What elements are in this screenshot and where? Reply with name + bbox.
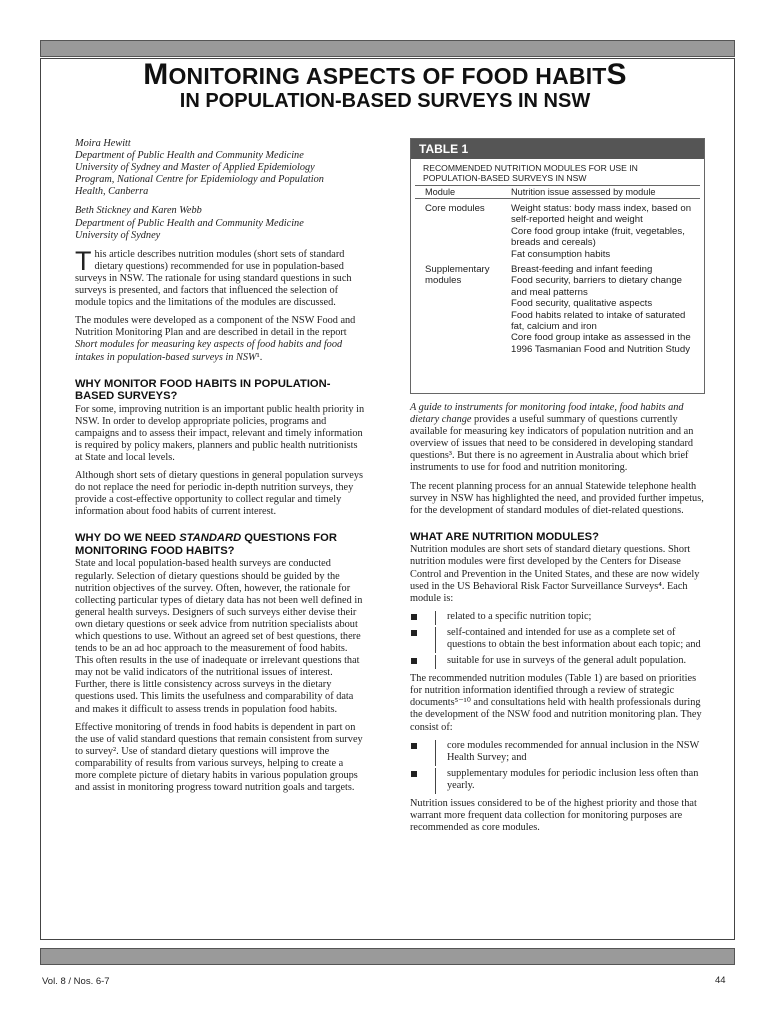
left-column	[75, 138, 365, 800]
list-item: self-contained and intended for use as a complete set of questions to obtain the best information about each topic; and	[410, 627, 705, 651]
page-number: 44	[715, 975, 726, 986]
table-cell-issues: Breast-feeding and infant feeding Food security, barriers to dietary change and meal patterns Food security, qualitative aspects Food habits related to intake of saturated fat, calcium and iron Core food group intake as assessed in the 1996 Tasmanian Food and Nutrition Study	[511, 264, 691, 355]
body-paragraph: Nutrition modules are short sets of standard dietary questions. Short nutrition modules were first developed by the Centers for Disease Control and Prevention in the United States, and these are now widely used in the US Behavioral Risk Factor Surveillance Surveys⁴. Each module is:	[410, 544, 700, 604]
body-paragraph: A guide to instruments for monitoring food intake, food habits and dietary change provides a useful summary of questions currently available for measuring key indicators of population nutrition and an overview of issues that need to be considered in developing standard questions³. But there is no agreement in Australia about which brief instruments to use for food and nutrition monitoring.	[410, 402, 694, 474]
table-col-issue: Nutrition issue assessed by module	[511, 187, 656, 197]
author-line: Moira Hewitt	[75, 138, 131, 149]
author-line: University of Sydney and Master of Applied Epidemiology	[75, 162, 315, 174]
right-column	[410, 402, 705, 840]
author-block-1	[75, 138, 365, 198]
table-label: TABLE 1	[411, 139, 704, 159]
section-heading: WHAT ARE NUTRITION MODULES?	[410, 530, 599, 543]
body-paragraph: The recommended nutrition modules (Table 1) are based on priorities for nutrition information identified through a review of strategic documents⁵⁻¹⁰ and consultations held with health professionals during the development of the NSW food and nutrition monitoring plan. They consist of:	[410, 673, 702, 733]
drop-cap: T	[75, 245, 92, 276]
table-row	[415, 203, 700, 260]
bullet-list	[410, 611, 705, 667]
table-cell-issues: Weight status: body mass index, based on self-reported height and weight Core food group intake (fruit, vegetables, breads and cereals) Fat consumption habits	[511, 203, 692, 260]
body-paragraph: Effective monitoring of trends in food habits is dependent in part on the use of valid standard questions that remain consistent from survey to survey². Use of standard dietary questions will improve the comparability of results from various surveys, helping to create a more complete picture of dietary habits in various population groups and assist in monitoring progress toward nutrition goals and targets.	[75, 721, 363, 794]
author-line: Beth Stickney and Karen Webb	[75, 205, 202, 217]
body-paragraph: Nutrition issues considered to be of the highest priority and those that warrant more frequent data collection for monitoring purposes are recommended as core modules.	[410, 798, 697, 834]
title-cap-m: M	[143, 58, 169, 91]
volume-label: Vol. 8 / Nos. 6-7	[42, 976, 110, 987]
footer-bar	[40, 948, 735, 965]
list-item: core modules recommended for annual inclusion in the NSW Health Survey; and	[410, 740, 705, 764]
list-item: supplementary modules for periodic inclusion less often than yearly.	[410, 768, 705, 792]
section-heading: WHY MONITOR FOOD HABITS IN POPULATION-BASED SURVEYS?	[75, 377, 331, 403]
list-item: related to a specific nutrition topic;	[410, 611, 705, 623]
table-cell-module: Core modules	[425, 203, 485, 214]
intro-paragraph-2: The modules were developed as a component of the NSW Food and Nutrition Monitoring Plan and are described in detail in the report Short modules for measuring key aspects of food habits and food intakes in population-based surveys in NSW¹.	[75, 315, 356, 363]
table-cell-module: Supplementary modules	[425, 264, 490, 287]
bullet-list	[410, 740, 705, 792]
author-line: University of Sydney	[75, 229, 161, 241]
title-line2: IN POPULATION-BASED SURVEYS IN NSW	[179, 90, 591, 112]
header-bar	[40, 40, 735, 57]
author-block-2	[75, 205, 365, 241]
body-paragraph: For some, improving nutrition is an important public health priority in NSW. In order to develop appropriate policies, programs and campaigns and to assess their impact, relevant and timely information is required by policy makers, planners and public health nutritionists at State and local levels.	[75, 403, 365, 463]
author-line: Health, Canberra	[75, 186, 149, 198]
author-line: Program, National Centre for Epidemiology and Population	[75, 174, 324, 186]
table-1	[410, 138, 705, 394]
body-paragraph: Although short sets of dietary questions in general population surveys do not replace the need for periodic in-depth nutrition surveys, they provide a cost-effective opportunity to collect regular and timely information about food habits of current interest.	[75, 470, 363, 518]
body-paragraph: The recent planning process for an annual Statewide telephone health survey in NSW has highlighted the need, and provided further impetus, for the development of standard modules of diet-related questions.	[410, 480, 704, 516]
intro-paragraph: This article describes nutrition modules (short sets of standard dietary questions) recommended for use in population-based surveys in NSW. The rationale for using standard questions in such surveys is presented, and factors that influenced the selection of module topics and the limitations of the modules are discussed.	[75, 245, 352, 309]
table-subtitle: RECOMMENDED NUTRITION MODULES FOR USE IN POPULATION-BASED SURVEYS IN NSW	[423, 163, 638, 183]
table-header-row	[415, 185, 700, 199]
section-heading: WHY DO WE NEED STANDARD QUESTIONS FOR MONITORING FOOD HABITS?	[75, 532, 337, 557]
body-paragraph: State and local population-based health surveys are conducted regularly. Selection of dietary questions should be guided by the nutrition objectives of the survey. Often, however, the rationale for collecting particular types of dietary data has not been well defined in general health surveys. Designers of such surveys either devise their own dietary questions or seek advice from nutrition specialists about which questions to use. Without an agreed set of best questions, there tends to be an ad hoc approach to the measurement of food habits. This often results in the use of inadequate or irrelevant questions that may not be valid indicators of the nutritional issues of interest. Further, there is little consistency across surveys in the dietary questions used. This limits the usefulness and comparability of data and makes it difficult to assess trends in population food habits.	[75, 558, 363, 715]
article-title	[0, 58, 770, 113]
title-cap-s: S	[606, 58, 627, 91]
table-row	[415, 264, 700, 355]
title-line1: ONITORING ASPECTS OF FOOD HABIT	[168, 63, 607, 89]
table-col-module: Module	[425, 187, 456, 197]
author-line: Department of Public Health and Community Medicine	[75, 217, 304, 229]
list-item: suitable for use in surveys of the general adult population.	[410, 655, 705, 667]
author-line: Department of Public Health and Community Medicine	[75, 150, 304, 162]
